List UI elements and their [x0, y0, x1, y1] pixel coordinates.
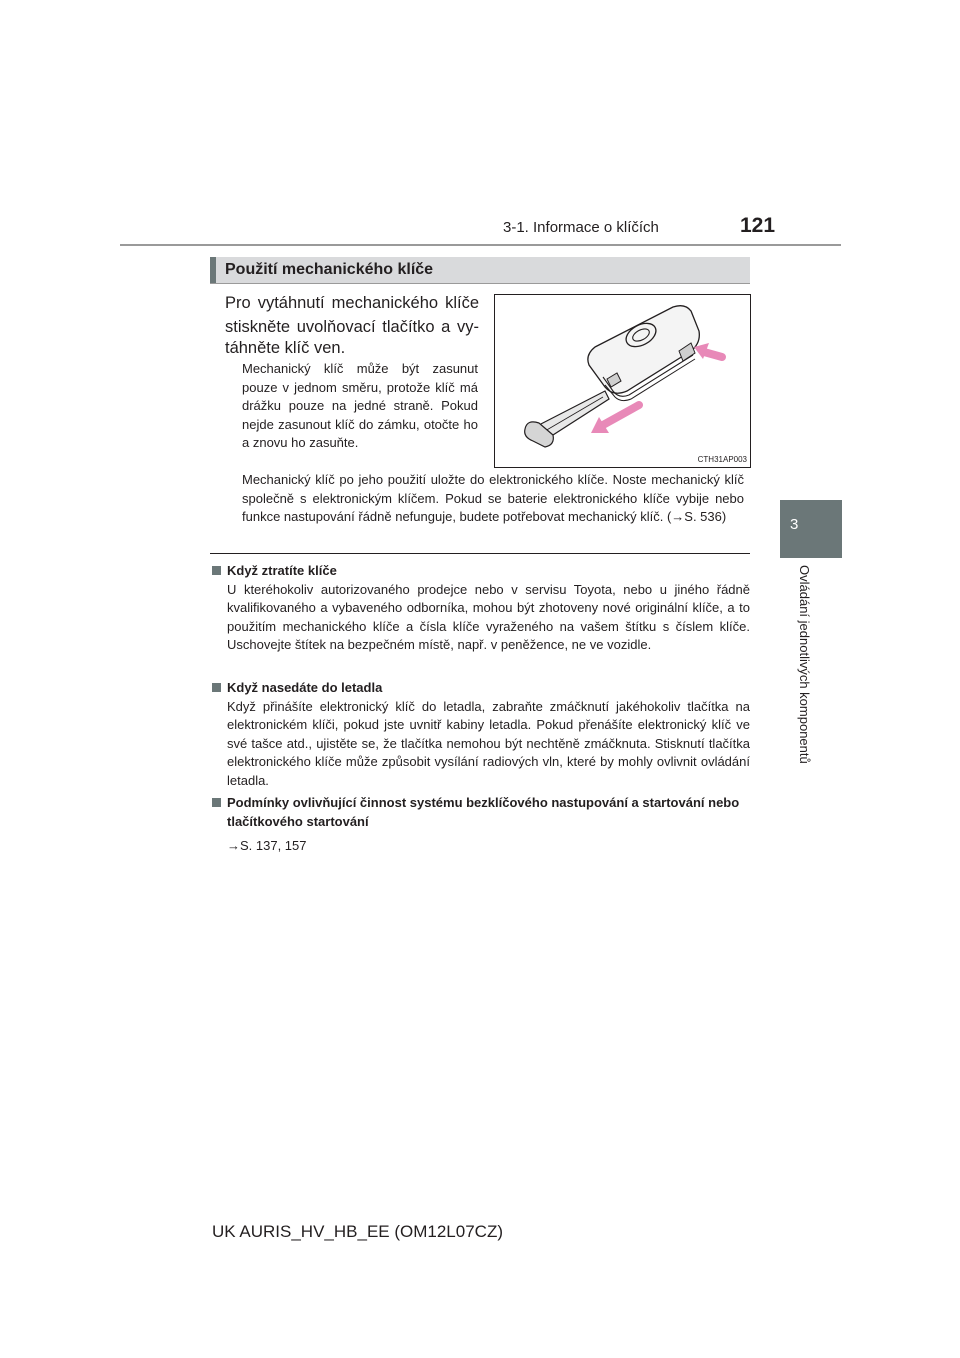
section-divider: [210, 553, 750, 554]
item-conditions: [210, 794, 750, 856]
item-lost-keys: [210, 562, 750, 655]
note-key-storage: Mechanický klíč po jeho použití uložte do elektronického klíče. Noste mechanický klíč společně s elektronickým klíčem. Pokud se baterie elektronického klíče vybije nebo funkce nastupování řádně nefunguje, budete potřebovat mechanický klíč. (→S. 536): [242, 472, 744, 524]
note-key-insertion: Mechanický klíč může být zasunut pouze v jednom směru, protože klíč má drážku pouze na jedné straně. Pokud nejde zasunout klíč do zámku, otočte ho a znovu ho zasuňte.: [242, 361, 478, 450]
footer-code: UK AURIS_HV_HB_EE (OM12L07CZ): [212, 1222, 503, 1241]
item-heading: Podmínky ovlivňující činnost systému bezklíčového nastupování a startování nebo tlačítkového startování: [210, 794, 750, 831]
section-title: Použití mechanického klíče: [225, 261, 434, 278]
lead-line-2: stiskněte uvolňovací tlačítko a vy-: [225, 318, 479, 336]
figure-code: CTH31AP003: [697, 455, 747, 464]
chapter-side-title-wrap: [797, 565, 817, 845]
header-rule: [120, 244, 841, 246]
lead-line-3: táhněte klíč ven.: [225, 339, 346, 357]
lead-line-1: Pro vytáhnutí mechanického klíče: [225, 294, 479, 312]
item-body: Když přinášíte elektronický klíč do letadla, zabraňte zmáčknutí jakéhokoliv tlačítka na elektronickém klíči, pokud jste uvnitř kabiny letadla. Pokud přenášíte elektronický klíč ve své tašce atd., ujistěte se, že tlačítka nemohou být nechtěně zmáčknuta. Stisknutí tlačítka elektronického klíče může způsobit vysílání radiových vln, které by mohly ovlivnit ovládání letadla.: [227, 698, 750, 788]
item-body: →S. 137, 157: [227, 838, 307, 853]
item-body: U kteréhokoliv autorizovaného prodejce nebo v servisu Toyota, nebo u jiného řádně kvalifikovaného a vybaveného odborníka, mohou být zhotoveny nové originální klíče, a to použitím mechanického klíče a čísla klíče vyraženého na vašem štítku s číslem klíče. Uschovejte štítek na bezpečném místě, např. v peněžence, ne ve vozidle.: [227, 581, 750, 652]
section-rule: [210, 283, 750, 284]
item-airplane: [210, 679, 750, 790]
item-heading: Když ztratíte klíče: [210, 562, 750, 581]
key-drawing: [495, 295, 750, 467]
chapter-tab: [780, 500, 842, 558]
item-heading: Když nasedáte do letadla: [210, 679, 750, 698]
lead-paragraph: [225, 291, 479, 339]
chapter-number: 3: [790, 516, 799, 533]
section-title-accent: [210, 257, 216, 284]
chapter-side-title: Ovládání jednotlivých komponentů: [797, 565, 812, 764]
section-title-bar: [210, 257, 750, 284]
header-section-title: 3-1. Informace o klíčích: [503, 219, 659, 236]
key-illustration: [494, 294, 751, 468]
page-number: 121: [740, 214, 776, 237]
